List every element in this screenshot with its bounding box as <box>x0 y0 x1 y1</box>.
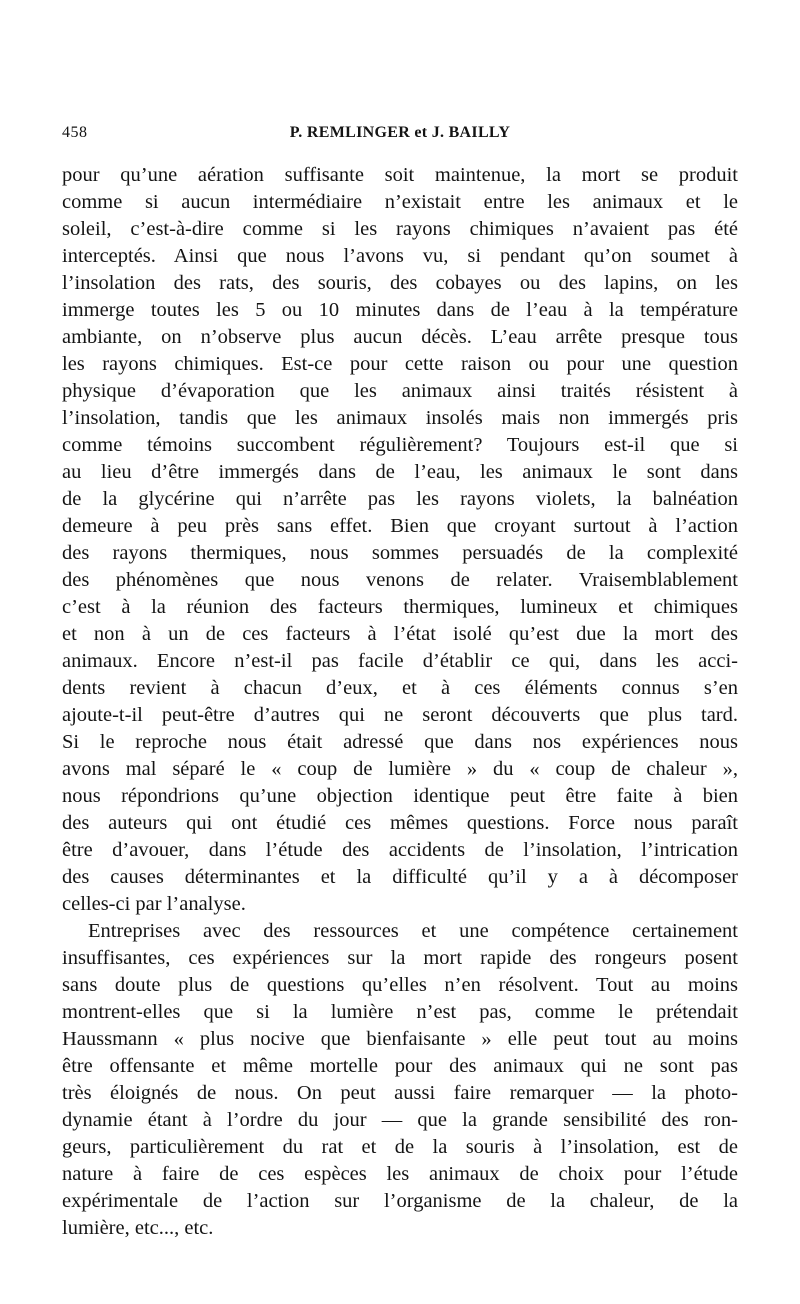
running-title: P. REMLINGER et J. BAILLY <box>289 124 511 141</box>
text-line: et non à un de ces facteurs à l’état isolé qu’est due la mort des <box>62 623 738 645</box>
paragraph-2 <box>62 918 738 1242</box>
text-line: nature à faire de ces espèces les animaux de choix pour l’étude <box>62 1163 738 1185</box>
text-line: demeure à peu près sans effet. Bien que croyant surtout à l’action <box>62 515 738 537</box>
text-line: avons mal séparé le « coup de lumière » du « coup de chaleur », <box>62 758 738 780</box>
text-line: l’insolation des rats, des souris, des cobayes ou des lapins, on les <box>62 272 738 294</box>
text-line: physique d’évaporation que les animaux ainsi traités résistent à <box>62 380 738 402</box>
text-line: nous répondrions qu’une objection identique peut être faite à bien <box>62 785 738 807</box>
text-line: ambiante, on n’observe plus aucun décès. L’eau arrête presque tous <box>62 326 738 348</box>
text-line: sans doute plus de questions qu’elles n’en résolvent. Tout au moins <box>62 974 738 996</box>
text-line: les rayons chimiques. Est-ce pour cette raison ou pour une question <box>62 353 738 375</box>
text-line: être offensante et même mortelle pour des animaux qui ne sont pas <box>62 1055 738 1077</box>
text-line: l’insolation, tandis que les animaux insolés mais non immergés pris <box>62 407 738 429</box>
text-line: comme témoins succombent régulièrement? Toujours est-il que si <box>62 434 738 456</box>
text-line: dents revient à chacun d’eux, et à ces éléments connus s’en <box>62 677 738 699</box>
text-line: animaux. Encore n’est-il pas facile d’établir ce qui, dans les acci- <box>62 650 738 672</box>
text-line: Entreprises avec des ressources et une compétence certainement <box>88 920 738 942</box>
text-line: des rayons thermiques, nous sommes persuadés de la complexité <box>62 542 738 564</box>
running-header <box>62 118 738 148</box>
text-line: celles-ci par l’analyse. <box>62 893 246 915</box>
text-line: être d’avouer, dans l’étude des accidents de l’insolation, l’intrication <box>62 839 738 861</box>
text-line: Si le reproche nous était adressé que dans nos expériences nous <box>62 731 738 753</box>
text-line: insuffisantes, ces expériences sur la mort rapide des rongeurs posent <box>62 947 738 969</box>
text-line: lumière, etc..., etc. <box>62 1217 214 1239</box>
text-line: très éloignés de nous. On peut aussi faire remarquer — la photo- <box>62 1082 738 1104</box>
text-line: comme si aucun intermédiaire n’existait entre les animaux et le <box>62 191 738 213</box>
text-line: expérimentale de l’action sur l’organisme de la chaleur, de la <box>62 1190 738 1212</box>
text-line: de la glycérine qui n’arrête pas les rayons violets, la balnéation <box>62 488 738 510</box>
text-line: des phénomènes que nous venons de relater. Vraisemblablement <box>62 569 738 591</box>
text-line: Haussmann « plus nocive que bienfaisante » elle peut tout au moins <box>62 1028 738 1050</box>
text-line: dynamie étant à l’ordre du jour — que la grande sensibilité des ron- <box>62 1109 738 1131</box>
text-line: des causes déterminantes et la difficulté qu’il y a à décomposer <box>62 866 738 888</box>
text-line: montrent-elles que si la lumière n’est pas, comme le prétendait <box>62 1001 738 1023</box>
text-line: interceptés. Ainsi que nous l’avons vu, si pendant qu’on soumet à <box>62 245 738 267</box>
text-line: immerge toutes les 5 ou 10 minutes dans de l’eau à la température <box>62 299 738 321</box>
text-line: des auteurs qui ont étudié ces mêmes questions. Force nous paraît <box>62 812 738 834</box>
text-line: c’est à la réunion des facteurs thermiques, lumineux et chimiques <box>62 596 738 618</box>
page <box>62 118 738 1242</box>
text-line: pour qu’une aération suffisante soit maintenue, la mort se produit <box>62 164 738 186</box>
text-line: au lieu d’être immergés dans de l’eau, les animaux le sont dans <box>62 461 738 483</box>
body-text <box>62 162 738 1242</box>
page-number: 458 <box>62 124 88 141</box>
text-line: ajoute-t-il peut-être d’autres qui ne seront découverts que plus tard. <box>62 704 738 726</box>
text-line: geurs, particulièrement du rat et de la souris à l’insolation, est de <box>62 1136 738 1158</box>
text-line: soleil, c’est-à-dire comme si les rayons chimiques n’avaient pas été <box>62 218 738 240</box>
paragraph-1 <box>62 162 738 918</box>
